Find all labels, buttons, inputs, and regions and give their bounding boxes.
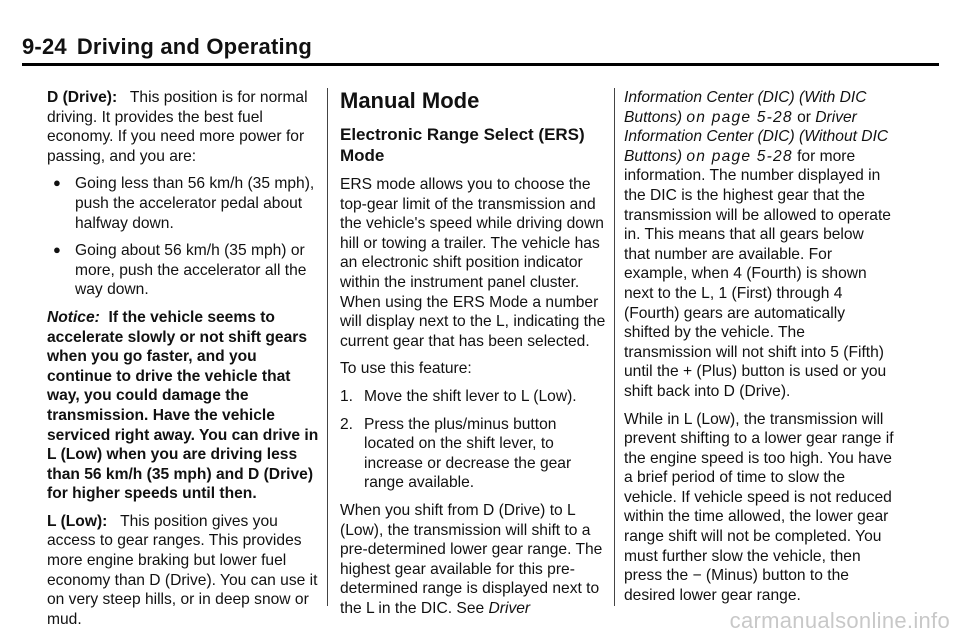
low-shift-paragraph: While in L (Low), the transmission will prevent shifting to a lower gear range if the engine speed is too high. You have a brief period of time to slow the vehicle. If vehicle speed is not reduced within the time allowed, the lower gear range shift will not be completed. You must further slow the vehicle, then press the − (Minus) button to the desired lower gear range. [624,410,894,604]
shift-paragraph [340,501,608,619]
watermark: carmanualsonline.info [729,608,950,633]
column-middle [340,88,608,626]
subsection-heading: Electronic Range Select (ERS) Mode [340,125,585,165]
page-header [22,34,312,60]
section-heading: Manual Mode [340,88,480,113]
section-title: Driving and Operating [76,34,313,59]
column-left [47,88,319,637]
column-right [624,88,894,613]
cross-reference-link[interactable]: Information Center (DIC) (With DIC Buttons) [624,89,867,126]
or-text: or [797,108,811,126]
list-item [47,241,319,300]
header-rule [22,63,939,66]
low-label: L (Low): [47,512,108,530]
notice-paragraph [47,308,319,504]
dic-text: for more information. The number displayed in the DIC is the highest gear that the transmission will be allowed to operate in. This means that all gears below that number are available. For example, when 4 (Fourth) is shown next to the L, 1 (First) through 4 (Fourth) gears are automatically shifted by the vehicle. The transmission will not shift into 5 (Fifth) until the + (Plus) button is used or you shift back into D (Drive). [624,147,891,400]
shift-text: When you shift from D (Drive) to L (Low), the transmission will shift to a pre-determined lower gear range. The highest gear available for this pre-determined range is displayed next to the L in the DIC. See [340,501,603,617]
notice-label: Notice: [47,308,100,326]
ers-paragraph: ERS mode allows you to choose the top-gear limit of the transmission and the vehicle's speed while driving down hill or towing a trailer. The vehicle has an electronic shift position indicator within the instrument panel cluster. When using the ERS Mode a number will display next to the L, indicating the current gear that has been selected. [340,176,606,350]
list-item [340,415,608,493]
page-reference[interactable]: on page 5-28 [686,147,793,165]
page-number: 9-24 [22,34,67,59]
step-text: Press the plus/minus button located on the shift lever, to increase or decrease the gear range available. [364,415,572,492]
column-divider [327,88,328,606]
notice-text: If the vehicle seems to accelerate slowly or not shift gears when you go faster, and you continue to drive the vehicle that way, you could damage the transmission. Have the vehicle serviced right away. You can drive in L (Low) when you are driving less than 56 km/h (35 mph) and D (Drive) for higher speeds until then. [47,308,319,503]
column-divider [614,88,615,606]
list-item [47,174,319,233]
bullet-icon: ● [53,242,61,258]
drive-paragraph [47,88,319,166]
list-item [340,387,608,407]
use-feature-paragraph: To use this feature: [340,360,472,378]
drive-label: D (Drive): [47,89,118,106]
bullet-text: Going less than 56 km/h (35 mph), push the accelerator pedal about halfway down. [75,175,315,232]
step-text: Move the shift lever to L (Low). [364,387,577,405]
bullet-text: Going about 56 km/h (35 mph) or more, push the accelerator all the way down. [75,242,307,299]
step-number: 2. [340,415,354,433]
page-reference[interactable]: on page 5-28 [686,108,793,126]
step-number: 1. [340,387,354,405]
bullet-icon: ● [53,175,61,191]
low-text: This position gives you access to gear ranges. This provides more engine braking but lower fuel economy than D (Drive). You can use it on very steep hills, or in deep snow or mud. [47,512,318,628]
dic-paragraph [624,88,894,402]
drive-text: This position is for normal driving. It provides the best fuel economy. If you need more power for passing, and you are: [47,89,308,165]
cross-reference-link[interactable]: Driver [488,599,531,617]
low-paragraph [47,512,319,630]
cross-reference-link[interactable]: Driver Information Center (DIC) (Without DIC Buttons) [624,108,889,165]
